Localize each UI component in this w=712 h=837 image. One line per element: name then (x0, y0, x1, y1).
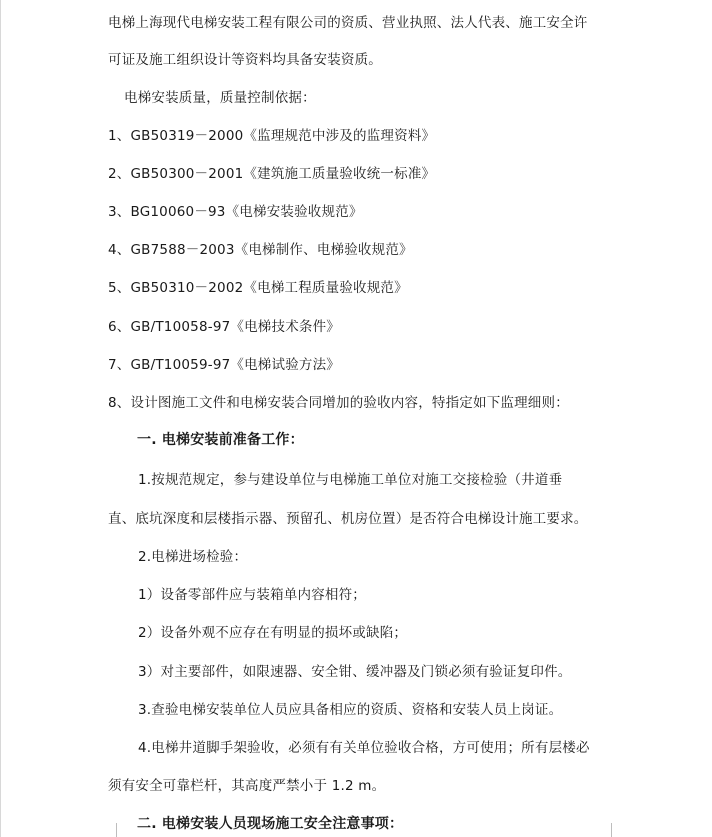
list-item: 5、GB50310－2002《电梯工程质量验收规范》 (108, 280, 408, 296)
section-heading: 二. 电梯安装人员现场施工安全注意事项： (137, 816, 404, 832)
subsection-heading: 2.电梯进场检验： (138, 549, 248, 565)
paragraph-line: 可证及施工组织设计等资料均具备安装资质。 (108, 52, 382, 68)
page-edge-rule (0, 0, 1, 837)
list-item: 2、GB50300－2001《建筑施工质量验收统一标准》 (108, 166, 436, 182)
list-item: 1）设备零部件应与装箱单内容相符； (138, 587, 366, 603)
paragraph-line: 须有安全可靠栏杆，其高度严禁小于 1.2 m。 (108, 778, 386, 794)
list-item: 3、BG10060－93《电梯安装验收规范》 (108, 204, 363, 220)
list-item: 1、GB50319－2000《监理规范中涉及的监理资料》 (108, 128, 436, 144)
paragraph-line: 3.查验电梯安装单位人员应具备相应的资质、资格和安装人员上岗证。 (138, 702, 563, 718)
list-item: 3）对主要部件，如限速器、安全钳、缓冲器及门锁必须有验证复印件。 (138, 664, 572, 680)
list-item: 6、GB/T10058-97《电梯技术条件》 (108, 319, 341, 335)
list-item: 8、设计图施工文件和电梯安装合同增加的验收内容，特指定如下监理细则： (108, 395, 569, 411)
paragraph-line: 电梯安装质量，质量控制依据： (124, 90, 316, 106)
paragraph-line: 直、底坑深度和层楼指示器、预留孔、机房位置）是否符合电梯设计施工要求。 (108, 511, 588, 527)
list-item: 2）设备外观不应存在有明显的损坏或缺陷； (138, 625, 408, 641)
paragraph-line: 电梯上海现代电梯安装工程有限公司的资质、营业执照、法人代表、施工安全许 (108, 15, 588, 31)
crop-mark-icon (611, 823, 626, 837)
paragraph-line: 4.电梯井道脚手架验收，必须有有关单位验收合格，方可使用；所有层楼必 (138, 740, 590, 756)
list-item: 4、GB7588－2003《电梯制作、电梯验收规范》 (108, 242, 413, 258)
paragraph-line: 1.按规范规定，参与建设单位与电梯施工单位对施工交接检验（井道垂 (138, 472, 563, 488)
section-heading: 一. 电梯安装前准备工作： (137, 432, 304, 448)
crop-mark-icon (102, 823, 117, 837)
list-item: 7、GB/T10059-97《电梯试验方法》 (108, 357, 341, 373)
